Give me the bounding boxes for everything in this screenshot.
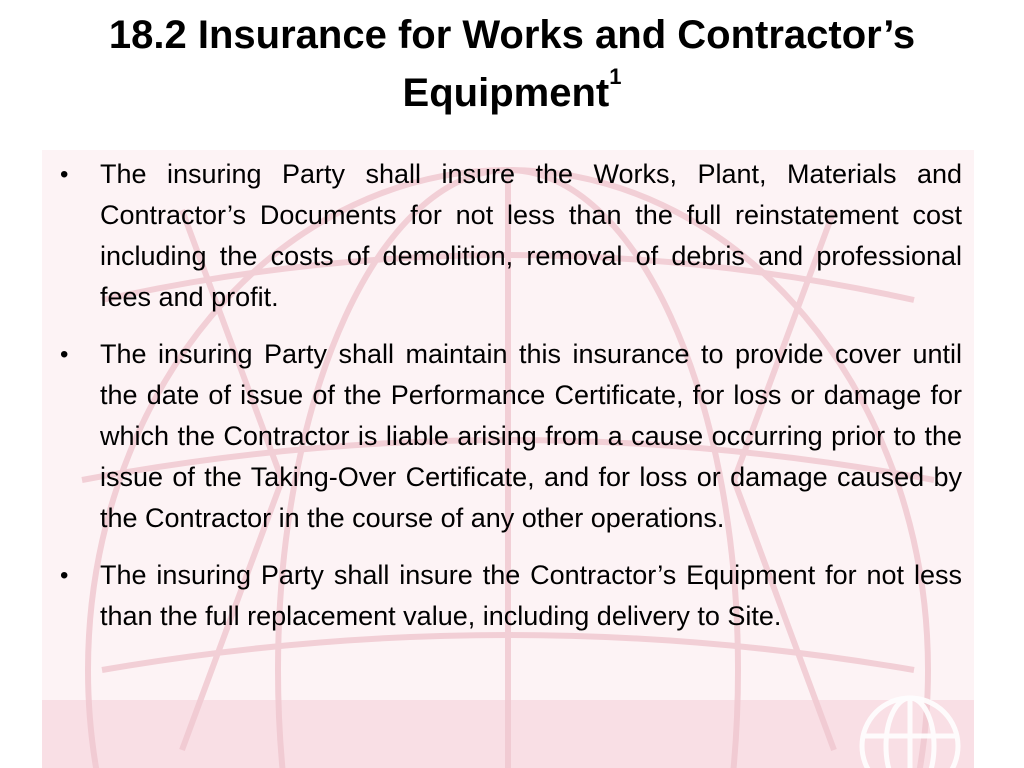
bullet-item: [60, 334, 962, 539]
bullet-dot-icon: •: [60, 562, 69, 589]
bullet-list: [60, 154, 962, 653]
bullet-text: The insuring Party shall insure the Contractor’s Equipment for not less than the full replacement value, including delivery to Site.: [100, 560, 962, 631]
title-footnote-marker: 1: [609, 64, 622, 89]
slide-title-text: 18.2 Insurance for Works and Contractor’s Equipment: [108, 13, 916, 115]
slide-title: [40, 6, 984, 122]
bullet-text: The insuring Party shall insure the Works, Plant, Materials and Contractor’s Documents for not less than the full reinstatement cost including the costs of demolition, removal of debris and professional fees and profit.: [100, 159, 962, 312]
bullet-dot-icon: •: [60, 161, 69, 188]
fidic-logo-icon: [850, 686, 970, 768]
bullet-item: [60, 154, 962, 318]
bullet-text: The insuring Party shall maintain this insurance to provide cover until the date of issue of the Performance Certificate, for loss or damage for which the Contractor is liable arising from a cause occurring prior to the issue of the Taking-Over Certificate, and for loss or damage caused by the Contractor in the course of any other operations.: [100, 339, 962, 533]
bullet-dot-icon: •: [60, 341, 69, 368]
bullet-item: [60, 555, 962, 637]
